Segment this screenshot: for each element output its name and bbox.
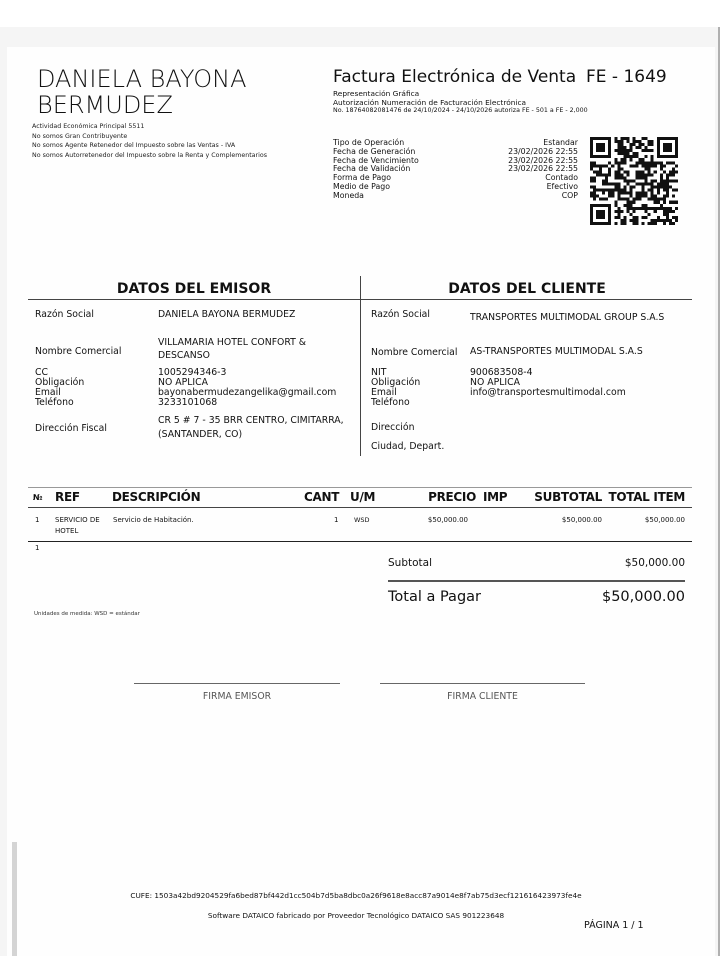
divider [28, 487, 692, 488]
label: Obligación [371, 377, 421, 388]
label: Razón Social [371, 309, 430, 320]
subtotal-label: Subtotal [388, 557, 432, 569]
info-label: Fecha de Generación [333, 146, 416, 156]
info-value: Estandar [543, 138, 578, 147]
divider [28, 507, 692, 508]
firma-cliente: FIRMA CLIENTE [447, 691, 518, 702]
info-value: COP [561, 190, 578, 200]
info-label: Tipo de Operación [333, 138, 405, 147]
info-label: Medio de Pago [333, 181, 390, 191]
info-label: Fecha de Validación [333, 164, 411, 174]
total-label: Total a Pagar [388, 589, 481, 605]
cufe: CUFE: 1503a42bd9204529fa6bed87bf442d1cc504b7d5ba8dbc0a26f9618e8acc87a9014e8f7ab75d3ecf121616423973fe4e [130, 891, 582, 900]
invoice-number: FE - 1649 [586, 67, 667, 87]
label: Ciudad, Depart. [371, 441, 445, 452]
col-total: TOTAL ITEM [608, 490, 685, 504]
authorization-block [333, 90, 588, 116]
qr-code-icon [590, 136, 678, 226]
col-ref: REF [55, 490, 80, 504]
info-value: 23/02/2026 22:55 [508, 164, 578, 174]
cliente-heading: DATOS DEL CLIENTE [448, 281, 606, 297]
tax-line: No somos Gran Contribuyente [32, 132, 128, 140]
label: Obligación [35, 377, 85, 388]
info-label: Fecha de Vencimiento [333, 155, 419, 165]
label: CC [35, 367, 48, 378]
label: Teléfono [35, 397, 74, 408]
label: Dirección [371, 422, 415, 433]
emisor-razon: DANIELA BAYONA BERMUDEZ [158, 309, 296, 320]
emisor-direccion: CR 5 # 7 - 35 BRR CENTRO, CIMITARRA, (SANTANDER, CO) [158, 415, 344, 440]
info-label: Forma de Pago [333, 173, 391, 183]
emisor-telefono: 3233101068 [158, 397, 218, 408]
cliente-razon: TRANSPORTES MULTIMODAL GROUP S.A.S [470, 312, 665, 323]
label: Nombre Comercial [371, 347, 458, 358]
label: Email [35, 387, 61, 398]
total-value: $50,000.00 [601, 589, 685, 605]
emitter-name: DANIELA BAYONA BERMUDEZ [37, 65, 247, 119]
authorization-text: Autorización Numeración de Facturación Electrónica [333, 97, 527, 107]
label: Nombre Comercial [35, 346, 122, 357]
signature-line [380, 683, 585, 684]
info-label: Moneda [333, 190, 364, 200]
emisor-obligacion: NO APLICA [158, 377, 208, 388]
cell-no: 1 [35, 516, 40, 524]
divider [360, 276, 361, 456]
info-row [333, 183, 578, 192]
label: Razón Social [35, 309, 94, 320]
tax-line: No somos Autorretenedor del Impuesto sobre la Renta y Complementarios [32, 151, 267, 159]
subtotal-value: $50,000.00 [624, 557, 685, 569]
firma-emisor: FIRMA EMISOR [202, 691, 272, 702]
signature-line [134, 683, 340, 684]
representation-text: Representación Gráfica [333, 89, 420, 98]
label: Dirección Fiscal [35, 423, 107, 434]
units-note: Unidades de medida: WSD = estándar [34, 611, 140, 617]
cell-total: $50,000.00 [644, 516, 685, 524]
cell-desc: Servicio de Habitación. [113, 516, 194, 524]
col-precio: PRECIO [428, 490, 476, 504]
col-desc: DESCRIPCIÓN [112, 490, 201, 504]
cell-um: WSD [354, 516, 370, 524]
label: Email [371, 387, 397, 398]
cell-cant: 1 [334, 516, 339, 524]
cliente-nit: 900683508-4 [470, 367, 533, 378]
label: NIT [371, 367, 387, 378]
emisor-cc: 1005294346-3 [158, 367, 227, 378]
info-value: Contado [545, 173, 578, 183]
emitter-tax-lines [32, 122, 267, 160]
info-row [333, 192, 578, 201]
invoice-title: Factura Electrónica de Venta [333, 67, 577, 87]
col-no: № [33, 493, 43, 502]
emisor-email: bayonabermudezangelika@gmail.com [158, 387, 337, 398]
info-value: 23/02/2026 22:55 [508, 155, 578, 165]
authorization-number: No. 18764082081476 de 24/10/2024 - 24/10/2026 autoriza FE - 501 a FE - 2,000 [333, 107, 588, 115]
divider [388, 580, 685, 582]
cell-ref: SERVICIO DE HOTEL [55, 516, 100, 535]
cell-precio: $50,000.00 [427, 516, 468, 524]
info-value: 23/02/2026 22:55 [508, 146, 578, 156]
col-cant: CANT [304, 490, 340, 504]
emisor-comercial: VILLAMARIA HOTEL CONFORT & DESCANSO [158, 337, 307, 361]
cliente-email: info@transportesmultimodal.com [470, 387, 626, 398]
label: Teléfono [371, 397, 410, 408]
divider [28, 541, 692, 542]
col-um: U/M [350, 490, 376, 504]
cliente-obligacion: NO APLICA [470, 377, 520, 388]
col-imp: IMP [483, 490, 508, 504]
cell-subtotal: $50,000.00 [561, 516, 602, 524]
page-number: PÁGINA 1 / 1 [584, 920, 644, 931]
software-credit: Software DATAICO fabricado por Proveedor Tecnológico DATAICO SAS 901223648 [207, 911, 505, 920]
info-value: Efectivo [546, 181, 578, 191]
tax-line: Actividad Económica Principal 5511 [32, 123, 145, 130]
item-count: 1 [35, 544, 40, 552]
invoice-info [333, 139, 578, 201]
tax-line: No somos Agente Retenedor del Impuesto sobre las Ventas - IVA [32, 142, 236, 149]
col-subtotal: SUBTOTAL [534, 490, 602, 504]
cliente-comercial: AS-TRANSPORTES MULTIMODAL S.A.S [470, 346, 643, 357]
emisor-heading: DATOS DEL EMISOR [116, 281, 272, 297]
